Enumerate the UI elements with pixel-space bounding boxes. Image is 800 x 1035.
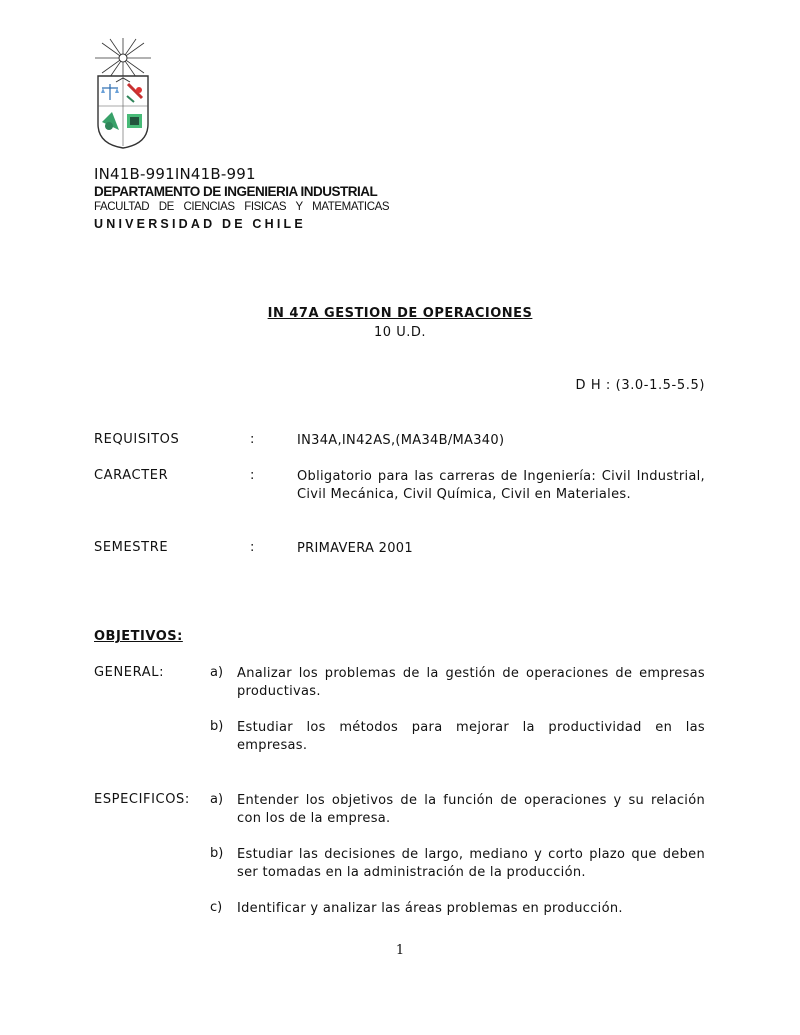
general-label: GENERAL:: [94, 665, 165, 680]
list-marker: a): [210, 665, 224, 680]
general-objective-b: Estudiar los métodos para mejorar la productividad en las empresas.: [237, 720, 705, 753]
field-label-semestre: SEMESTRE: [94, 540, 169, 555]
field-label-caracter: CARACTER: [94, 468, 169, 483]
course-units: 10 U.D.: [374, 325, 426, 340]
list-marker: b): [210, 719, 224, 734]
specific-objective-c: Identificar y analizar las áreas problemas en producción.: [237, 901, 623, 916]
course-title: IN 47A GESTION DE OPERACIONES: [267, 306, 533, 321]
specific-objective-b: Estudiar las decisiones de largo, mediano y corto plazo que deben ser tomadas en la administración de la producción.: [237, 847, 705, 880]
faculty-name: FACULTAD DE CIENCIAS FISICAS Y MATEMATICAS: [94, 201, 390, 213]
page-number: 1: [395, 943, 405, 958]
department-name: DEPARTAMENTO DE INGENIERIA INDUSTRIAL: [94, 184, 378, 199]
document-code: IN41B-991IN41B-991: [94, 165, 256, 183]
course-hours: D H : (3.0-1.5-5.5): [575, 378, 705, 393]
field-value-caracter: Obligatorio para las carreras de Ingeniería: Civil Industrial, Civil Mecánica, Civil Química, Civil en Materiales.: [297, 469, 705, 502]
list-marker: c): [210, 900, 223, 915]
list-marker: a): [210, 792, 224, 807]
university-crest-logo: [92, 38, 154, 150]
specific-objective-a: Entender los objetivos de la función de operaciones y su relación con los de la empresa.: [237, 793, 705, 826]
field-label-requisitos: REQUISITOS: [94, 432, 180, 447]
university-name: UNIVERSIDAD DE CHILE: [94, 217, 306, 231]
objectives-heading: OBJETIVOS:: [94, 629, 183, 644]
specific-label: ESPECIFICOS:: [94, 792, 190, 807]
field-colon: :: [250, 540, 255, 555]
field-value-requisitos: IN34A,IN42AS,(MA34B/MA340): [297, 433, 505, 448]
field-value-semestre: PRIMAVERA 2001: [297, 541, 413, 556]
list-marker: b): [210, 846, 224, 861]
general-objective-a: Analizar los problemas de la gestión de operaciones de empresas productivas.: [237, 666, 705, 699]
field-colon: :: [250, 432, 255, 447]
field-colon: :: [250, 468, 255, 483]
